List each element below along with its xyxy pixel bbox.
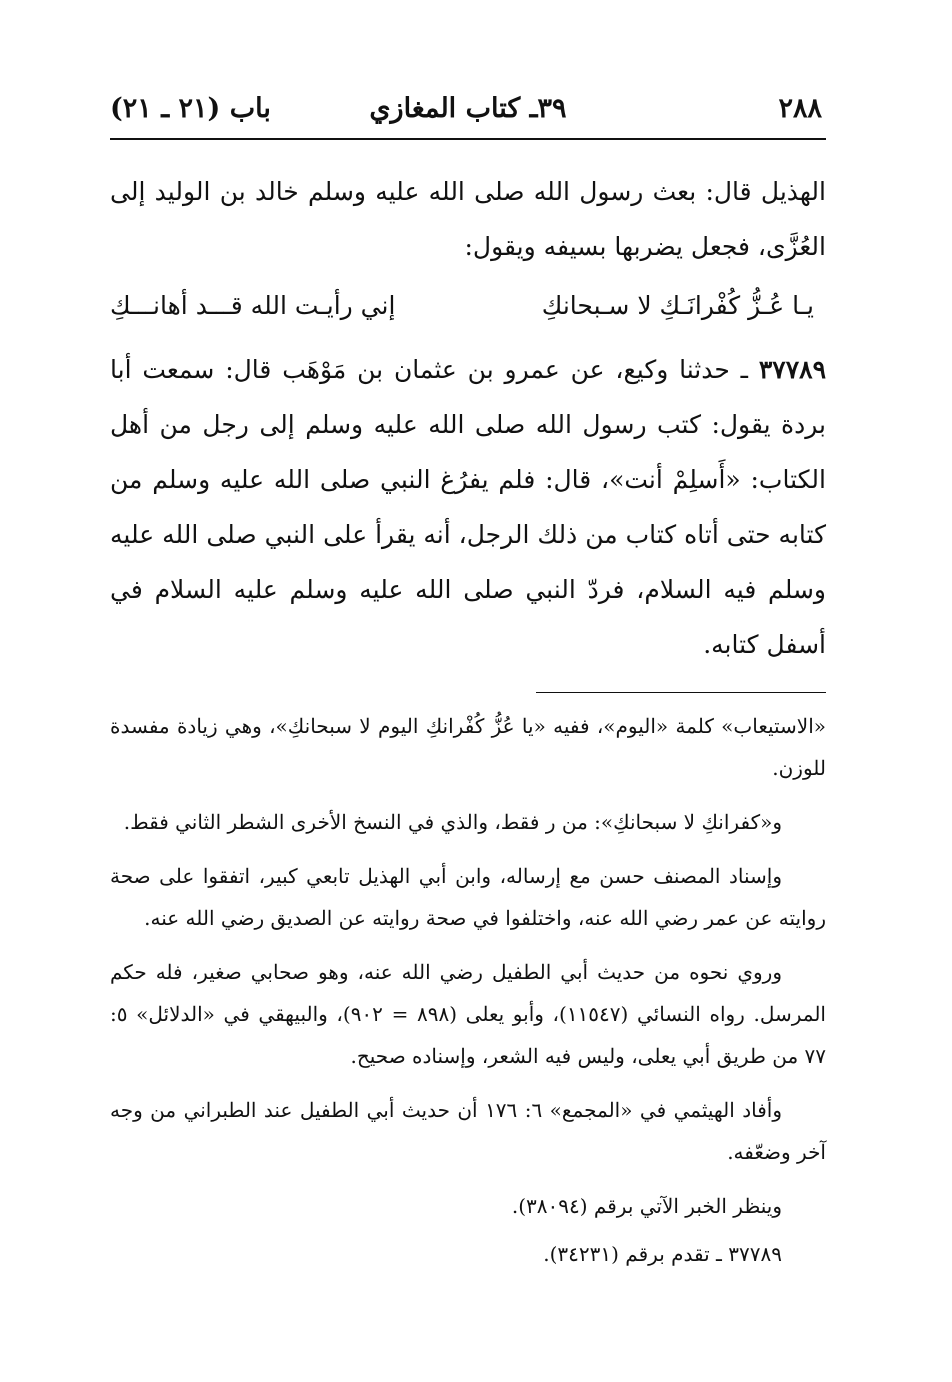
main-text: [110, 164, 826, 672]
footnote-paragraph: وإسناد المصنف حسن مع إرساله، وابن أبي الهذيل تابعي كبير، اتفقوا على صحة روايته عن عمر رضي الله عنه، واختلفوا في صحة روايته عن الصديق رضي الله عنه.: [110, 864, 826, 930]
footnote-paragraph: ٣٧٧٨٩ ـ تقدم برقم (٣٤٢٣١).: [543, 1242, 782, 1266]
verse-second-hemistich: إني رأيـت الله قـــد أهانـــكِ: [110, 291, 396, 320]
intro-paragraph: الهذيل قال: بعث رسول الله صلى الله عليه وسلم خالد بن الوليد إلى العُزَّى، فجعل يضربها بسيفه ويقول:: [110, 177, 826, 261]
hadith-paragraph: [110, 342, 826, 672]
hadith-number: ٣٧٧٨٩: [758, 355, 826, 384]
footnote-paragraph: «الاستيعاب» كلمة «اليوم»، ففيه «يا عُزُّ كُفْرانكِ اليوم لا سبحانكِ»، وهي زيادة مفسدة للوزن.: [110, 714, 826, 780]
page-number: ٢٨٨: [778, 93, 822, 124]
footnotes: [110, 705, 826, 1275]
footnote-paragraph: وروي نحوه من حديث أبي الطفيل رضي الله عنه، وهو صحابي صغير، فله حكم المرسل. رواه النسائي (١١٥٤٧)، وأبو يعلى (٨٩٨ = ٩٠٢)، والبيهقي في «الدلائل» ٥: ٧٧ من طريق أبي يعلى، وليس فيه الشعر، وإسناده صحيح.: [110, 960, 826, 1068]
footnote-separator: [536, 692, 826, 693]
footnote-paragraph: و«كفرانكِ لا سبحانكِ»: من ر فقط، والذي في النسخ الأخرى الشطر الثاني فقط.: [123, 810, 782, 834]
verse-first-hemistich: يـا عُـزُّ كُفْرانَـكِ لا سـبحانكِ: [541, 291, 814, 320]
hadith-text: ـ حدثنا وكيع، عن عمرو بن عثمان بن مَوْهَب قال: سمعت أبا بردة يقول: كتب رسول الله صلى الله عليه وسلم إلى رجل من أهل الكتاب: «أَسلِمْ أنت»، قال: فلم يفرُغ النبي صلى الله عليه وسلم من كتابه حتى أتاه كتاب من ذلك الرجل، أنه يقرأ على النبي صلى الله عليه وسلم فيه السلام، فردّ النبي صلى الله عليه وسلم عليه السلام في أسفل كتابه.: [110, 355, 826, 659]
running-header: [110, 86, 826, 132]
header-rule: [110, 138, 826, 140]
book-title: ٣٩ـ كتاب المغازي: [369, 93, 567, 124]
book-page: [110, 86, 826, 1281]
footnote-paragraph: وأفاد الهيثمي في «المجمع» ٦: ١٧٦ أن حديث أبي الطفيل عند الطبراني من وجه آخر وضعّفه.: [110, 1098, 826, 1164]
poetry-verse: [110, 276, 826, 342]
chapter-label: باب (٢١ ـ ٢١): [110, 93, 271, 124]
footnote-paragraph: وينظر الخبر الآتي برقم (٣٨٠٩٤).: [511, 1194, 782, 1218]
